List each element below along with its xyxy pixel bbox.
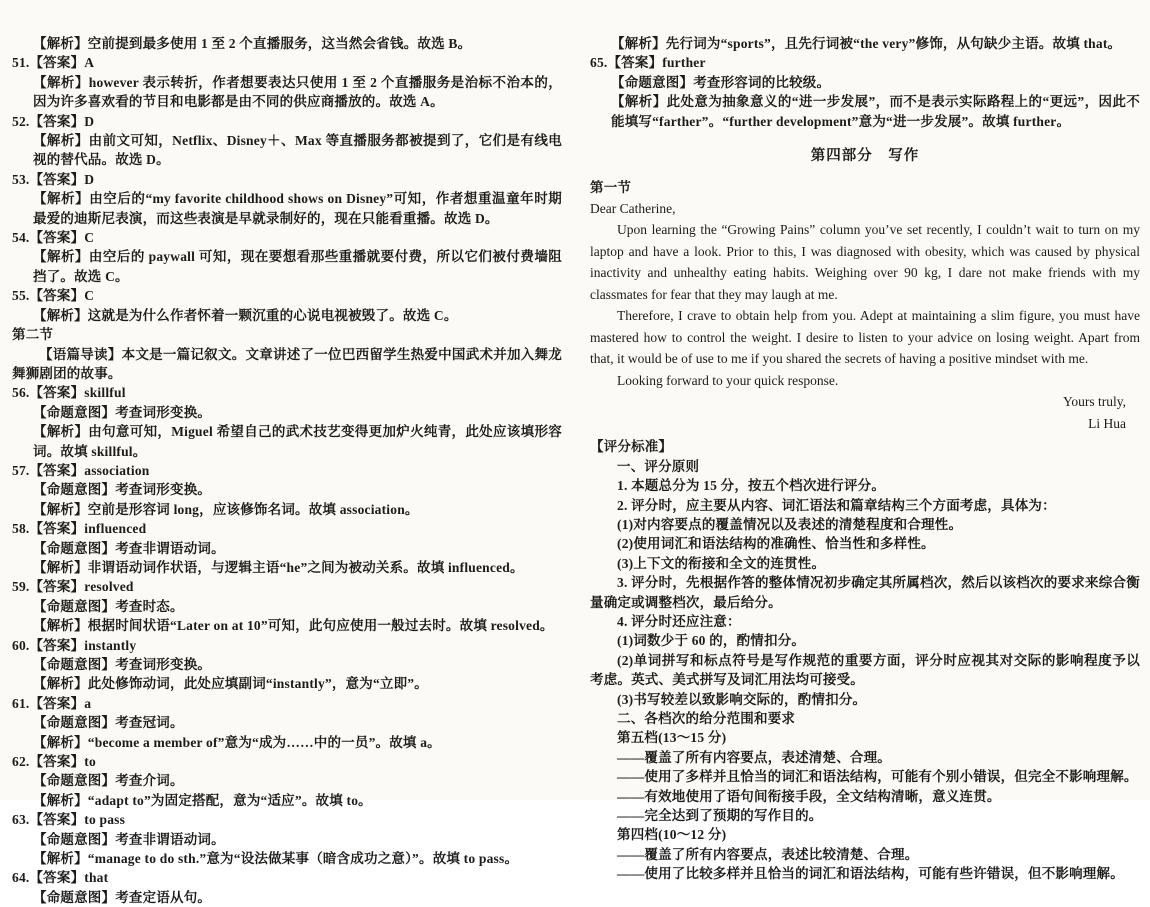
paragraph: 二、各档次的给分范围和要求 (617, 711, 796, 727)
explanation-line: 【命题意图】考查词形变换。 (33, 404, 212, 420)
explanation-line: 【命题意图】考查定语从句。 (33, 889, 212, 905)
answer-item: 51.【答案】A (12, 55, 95, 71)
paragraph: 第五档(13～15 分) (617, 730, 727, 746)
explanation-line: 【解析】空前是形容词 long，应该修饰名词。故填 association。 (33, 501, 419, 517)
letter-signature: Li Hua (1088, 415, 1126, 431)
two-column-layout (12, 34, 1140, 907)
answer-item: 62.【答案】to (12, 754, 96, 770)
explanation-line: 【解析】根据时间状语“Later on at 10”可知，此句应使用一般过去时。故填 resolved。 (33, 618, 554, 634)
paragraph: ——完全达到了预期的写作目的。 (617, 808, 823, 824)
explanation-line: 【命题意图】考查非谓语动词。 (33, 831, 225, 847)
answer-item: 53.【答案】D (12, 171, 95, 187)
section-heading: 第一节 (590, 180, 632, 196)
explanation-line: 【命题意图】考查冠词。 (33, 715, 184, 731)
explanation-line: 【解析】由前文可知，Netflix、Disney＋、Max 等直播服务都被提到了，它们是有线电视的替代品。故选 D。 (33, 133, 562, 168)
paragraph: ——使用了比较多样并且恰当的词汇和语法结构，可能有些许错误，但不影响理解。 (617, 866, 1124, 882)
answer-item: 55.【答案】C (12, 288, 95, 304)
letter-paragraph: Upon learning the “Growing Pains” column you’ve set recently, I couldn’t wait to turn on my laptop and have a look. Prior to this, I was diagnosed with obesity, which was caused by physical inactivity and unhealthy eating habits. Weighing over 90 kg, I dare not make friends with my classmates for fear that they may laugh at me. (590, 222, 1140, 302)
paragraph: 【语篇导读】本文是一篇记叙文。文章讲述了一位巴西留学生热爱中国武术并加入舞龙舞狮剧团的故事。 (12, 346, 562, 381)
answer-item: 58.【答案】influenced (12, 521, 147, 537)
paragraph: ——覆盖了所有内容要点，表述清楚、合理。 (617, 749, 891, 765)
letter-signature: Yours truly, (1062, 394, 1126, 410)
explanation-line: 【解析】这就是为什么作者怀着一颗沉重的心说电视被毁了。故选 C。 (33, 307, 458, 323)
paragraph: 4. 评分时还应注意： (617, 614, 741, 629)
letter-salutation: Dear Catherine, (590, 200, 676, 216)
letter-paragraph: Looking forward to your quick response. (617, 372, 839, 388)
paragraph: (1)对内容要点的覆盖情况以及表述的清楚程度和合理性。 (617, 516, 963, 532)
explanation-line: 【解析】空前提到最多使用 1 至 2 个直播服务，这当然会省钱。故选 B。 (33, 36, 472, 51)
explanation-line: 【命题意图】考查介词。 (33, 773, 184, 789)
answer-item: 63.【答案】to pass (12, 812, 126, 828)
section-heading: 第二节 (12, 327, 54, 343)
explanation-line: 【命题意图】考查时态。 (33, 598, 184, 614)
explanation-line: 【解析】“become a member of”意为“成为……中的一员”。故填 a。 (33, 734, 441, 750)
explanation-line: 【命题意图】考查形容词的比较级。 (611, 74, 831, 90)
paragraph: ——使用了多样并且恰当的词汇和语法结构，可能有个别小错误，但完全不影响理解。 (617, 769, 1138, 785)
paragraph: (1)词数少于 60 的，酌情扣分。 (617, 633, 806, 649)
explanation-line: 【命题意图】考查词形变换。 (33, 482, 212, 498)
paragraph: 3. 评分时，先根据作答的整体情况初步确定其所属档次，然后以该档次的要求来综合衡量确定或调整档次，最后给分。 (590, 575, 1140, 610)
explanation-line: 【解析】先行词为“sports”，且先行词被“the very”修饰，从句缺少主语。故填 that。 (611, 36, 1122, 51)
answer-item: 54.【答案】C (12, 230, 95, 246)
explanation-line: 【解析】由句意可知，Miguel 希望自己的武术技艺变得更加炉火纯青，此处应该填形容词。故填 skillful。 (33, 424, 562, 459)
letter-paragraph: Therefore, I crave to obtain help from you. Adept at maintaining a slim figure, you must have mastered how to control the weight. I desire to listen to your advice on losing weight. Apart from that, it would be of use to me if you shared the secrets of having a positive mindset with me. (590, 308, 1140, 367)
paragraph: 1. 本题总分为 15 分，按五个档次进行评分。 (617, 478, 886, 494)
answer-item: 59.【答案】resolved (12, 579, 134, 595)
answer-item: 65.【答案】further (590, 55, 706, 71)
answer-item: 57.【答案】association (12, 462, 150, 478)
explanation-line: 【解析】此处意为抽象意义的“进一步发展”，而不是表示实际路程上的“更远”，因此不能填写“farther”。“further development”意为“进一步发展”。故填 further。 (611, 94, 1140, 129)
answer-item: 60.【答案】instantly (12, 637, 137, 653)
explanation-line: 【命题意图】考查非谓语动词。 (33, 540, 225, 556)
explanation-line: 【解析】“manage to do sth.”意为“设法做某事（暗含成功之意）”。故填 to pass。 (33, 851, 519, 867)
explanation-line: 【解析】由空后的“my favorite childhood shows on Disney”可知，作者想重温童年时期最爱的迪斯尼表演，而这些表演是早就录制好的，现在只能看重播。故选 D。 (33, 191, 562, 226)
paragraph: 一、评分原则 (617, 458, 700, 474)
answer-item: 64.【答案】that (12, 870, 109, 886)
paragraph: (3)书写较差以致影响交际的，酌情扣分。 (617, 691, 867, 707)
answer-item: 56.【答案】skillful (12, 385, 126, 401)
section-heading: 【评分标准】 (590, 439, 673, 455)
explanation-line: 【解析】非谓语动词作状语，与逻辑主语“he”之间为被动关系。故填 influenced。 (33, 559, 524, 575)
answer-item: 61.【答案】a (12, 695, 92, 711)
paragraph: (2)单词拼写和标点符号是写作规范的重要方面，评分时应视其对交际的影响程度予以考虑。英式、美式拼写及词汇用法均可接受。 (590, 652, 1140, 688)
paragraph: (3)上下文的衔接和全文的连贯性。 (617, 555, 826, 571)
left-column (12, 34, 562, 907)
part-heading: 第四部分 写作 (810, 148, 920, 165)
right-column (590, 34, 1140, 907)
paragraph: 2. 评分时，应主要从内容、词汇语法和篇章结构三个方面考虑，具体为： (617, 497, 1056, 513)
paragraph: ——有效地使用了语句间衔接手段，全文结构清晰，意义连贯。 (617, 788, 1001, 804)
paragraph: (2)使用词汇和语法结构的准确性、恰当性和多样性。 (617, 536, 935, 552)
explanation-line: 【解析】由空后的 paywall 可知，现在要想看那些重播就要付费，所以它们被付费墙阻挡了。故选 C。 (33, 249, 562, 284)
explanation-line: 【命题意图】考查词形变换。 (33, 657, 212, 672)
paragraph: 第四档(10～12 分) (617, 827, 727, 843)
answer-item: 52.【答案】D (12, 113, 95, 129)
explanation-line: 【解析】“adapt to”为固定搭配，意为“适应”。故填 to。 (33, 792, 372, 808)
explanation-line: 【解析】此处修饰动词，此处应填副词“instantly”，意为“立即”。 (33, 676, 428, 692)
paragraph: ——覆盖了所有内容要点，表述比较清楚、合理。 (617, 846, 919, 862)
explanation-line: 【解析】however 表示转折，作者想要表达只使用 1 至 2 个直播服务是治标不治本的，因为许多喜欢看的节目和电影都是由不同的供应商播放的。故选 A。 (33, 74, 562, 110)
